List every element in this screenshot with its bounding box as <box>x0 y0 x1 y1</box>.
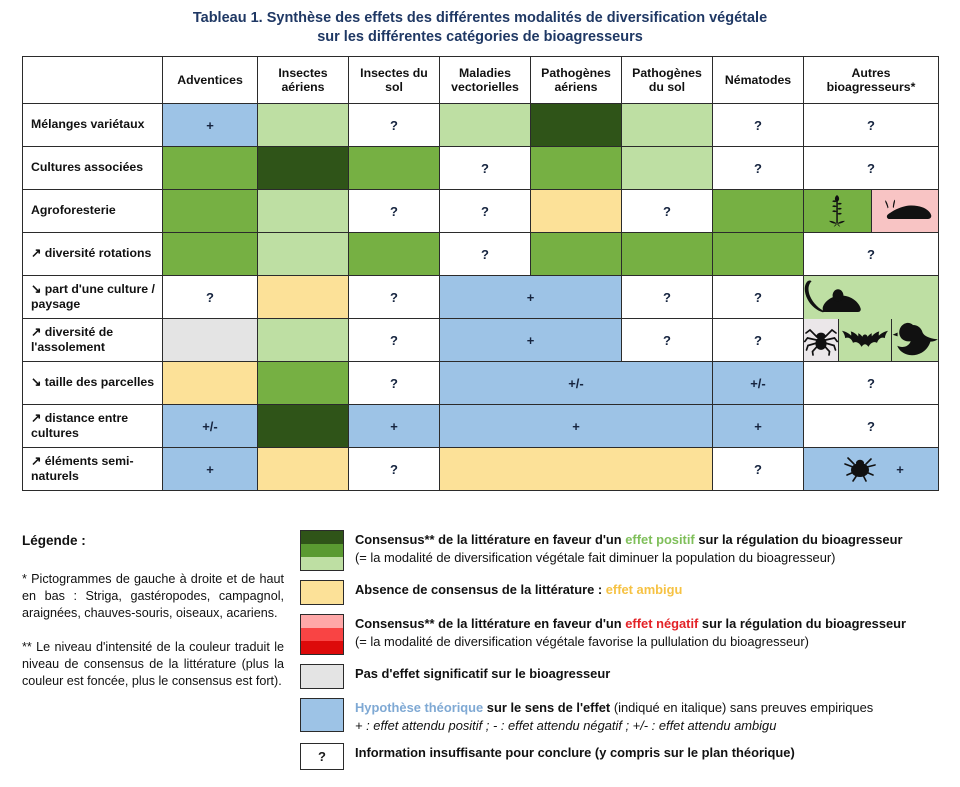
legend-swatch-5 <box>300 698 344 732</box>
data-cell-r1-c3 <box>349 104 440 147</box>
cell-value: + <box>754 418 762 434</box>
data-cell-r7-c5 <box>713 362 804 405</box>
cell-value: ? <box>390 461 398 477</box>
cell-value: +/- <box>202 418 218 434</box>
row-label-9: ↗ éléments semi-naturels <box>23 448 163 491</box>
data-cell-r5-c6 <box>713 276 804 319</box>
legend-text-1 <box>355 530 902 566</box>
synthesis-table <box>22 56 939 491</box>
legend-line-2: + : effet attendu positif ; - : effet attendu négatif ; +/- : effet attendu ambigu <box>355 717 777 733</box>
data-cell-r2-c7 <box>713 147 804 190</box>
data-cell-r8-c6 <box>804 405 939 448</box>
cell-value: + <box>526 289 535 305</box>
col-header-nematodes: Nématodes <box>713 57 804 104</box>
legend-line-1: Pas d'effet significatif sur le bioagresseur <box>355 666 611 681</box>
legend-text-2 <box>355 580 682 599</box>
row-label-3: Agroforesterie <box>23 190 163 233</box>
data-cell-r2-c3 <box>349 147 440 190</box>
mite-icon <box>838 455 882 483</box>
cell-value: + <box>526 332 535 348</box>
col-header-insectes-aeriens: Insectes aériens <box>258 57 349 104</box>
swatch-band <box>301 531 343 544</box>
cell-value: ? <box>754 332 762 348</box>
legend-entries <box>300 530 950 779</box>
cell-value: ? <box>390 117 398 133</box>
data-cell-r3-c1 <box>163 190 258 233</box>
cell-value: ? <box>390 332 398 348</box>
legend-note-pictograms: * Pictogrammes de gauche à droite et de haut en bas : Striga, gastéropodes, campagnol, araignées, chauves-souris, oiseaux, acariens. <box>22 572 284 620</box>
data-cell-r4-c1 <box>163 233 258 276</box>
cell-value: + <box>390 418 398 434</box>
data-cell-r6-c5 <box>622 319 713 362</box>
data-cell-r3-c8 <box>804 190 939 233</box>
swatch-band <box>301 615 343 628</box>
row-label-7: ↘ taille des parcelles <box>23 362 163 405</box>
col-header-maladies-vectorielles: Maladies vectorielles <box>440 57 531 104</box>
data-cell-r9-c1 <box>163 448 258 491</box>
legend-text-4 <box>355 664 610 683</box>
table-row <box>23 362 939 405</box>
data-cell-r9-c2 <box>258 448 349 491</box>
data-cell-r5-c2 <box>258 276 349 319</box>
data-cell-r6-c1 <box>163 319 258 362</box>
cell-value: + <box>896 461 904 477</box>
cell-value: ? <box>663 203 671 219</box>
legend-entry-5 <box>300 698 950 734</box>
data-cell-r4-c2 <box>258 233 349 276</box>
data-cell-r5-c5 <box>622 276 713 319</box>
data-cell-r1-c7 <box>713 104 804 147</box>
data-cell-r1-c4 <box>440 104 531 147</box>
legend-line-1: Information insuffisante pour conclure (y compris sur le plan théorique) <box>355 745 795 760</box>
cell-value: + <box>206 461 214 477</box>
mouse-icon-cell <box>804 276 939 319</box>
col-header-autres-bioagresseurs: Autres bioagresseurs* <box>804 57 939 104</box>
cell-value: ? <box>754 461 762 477</box>
table-row <box>23 147 939 190</box>
legend-entry-6 <box>300 743 950 770</box>
legend-swatch-2 <box>300 580 344 605</box>
data-cell-r4-c5 <box>531 233 622 276</box>
table-corner-cell <box>23 57 163 104</box>
striga-icon <box>804 190 871 232</box>
table-row <box>23 405 939 448</box>
cell-value: + <box>572 418 580 434</box>
data-cell-r4-c4 <box>440 233 531 276</box>
data-cell-r7-c2 <box>258 362 349 405</box>
row-label-4: ↗ diversité rotations <box>23 233 163 276</box>
legend-entry-3 <box>300 614 950 655</box>
data-cell-r6-c3 <box>349 319 440 362</box>
data-cell-r5-c3 <box>349 276 440 319</box>
legend-notes <box>22 532 284 707</box>
table-body <box>23 104 939 491</box>
data-cell-r8-c5 <box>713 405 804 448</box>
table-row <box>23 190 939 233</box>
data-cell-r3-c6 <box>622 190 713 233</box>
data-cell-r8-c1 <box>163 405 258 448</box>
swatch-band <box>301 544 343 557</box>
legend-swatch-4 <box>300 664 344 689</box>
mouse-icon <box>804 279 938 315</box>
data-cell-r2-c4 <box>440 147 531 190</box>
data-cell-r8-c3 <box>349 405 440 448</box>
legend-line-1: Consensus** de la littérature en faveur d'un effet négatif sur la régulation du bioagresseur <box>355 616 907 631</box>
data-cell-r3-c7 <box>713 190 804 233</box>
data-cell-r7-c1 <box>163 362 258 405</box>
data-cell-r3-c2 <box>258 190 349 233</box>
legend-heading: Légende : <box>22 533 86 548</box>
swatch-band <box>301 628 343 641</box>
legend-entry-1 <box>300 530 950 571</box>
cell-value: + <box>206 117 214 133</box>
row-label-8: ↗ distance entre cultures <box>23 405 163 448</box>
data-cell-r1-c2 <box>258 104 349 147</box>
swatch-band <box>301 641 343 654</box>
legend-entry-2 <box>300 580 950 605</box>
data-cell-r3-c4 <box>440 190 531 233</box>
row-label-2: Cultures associées <box>23 147 163 190</box>
legend-entry-4 <box>300 664 950 689</box>
legend-line-1: Hypothèse théorique sur le sens de l'effet (indiqué en italique) sans preuves empiriques <box>355 700 874 715</box>
slug-icon <box>871 190 939 232</box>
title-line-2: sur les différentes catégories de bioagresseurs <box>317 29 643 45</box>
data-cell-r2-c6 <box>622 147 713 190</box>
data-cell-r4-c8 <box>804 233 939 276</box>
cell-value: ? <box>754 160 762 176</box>
data-cell-r8-c2 <box>258 405 349 448</box>
data-cell-r9-c5 <box>713 448 804 491</box>
cell-value: ? <box>206 289 214 305</box>
col-header-pathogenes-aeriens: Pathogènes aériens <box>531 57 622 104</box>
data-cell-r7-c4 <box>440 362 713 405</box>
cell-value: ? <box>754 117 762 133</box>
legend-line-2: (= la modalité de diversification végétale favorise la pullulation du bioagresseur) <box>355 633 809 649</box>
table-head <box>23 57 939 104</box>
data-cell-r1-c1 <box>163 104 258 147</box>
cell-value: ? <box>867 160 875 176</box>
spider-icon <box>804 319 838 362</box>
data-cell-r1-c5 <box>531 104 622 147</box>
data-cell-r9-c3 <box>349 448 440 491</box>
cell-value: ? <box>867 246 875 262</box>
cell-value: ? <box>663 289 671 305</box>
data-cell-r2-c2 <box>258 147 349 190</box>
table-row <box>23 319 939 362</box>
data-cell-r1-c8 <box>804 104 939 147</box>
legend-swatch-question: ? <box>300 743 344 770</box>
data-cell-r4-c6 <box>622 233 713 276</box>
row-label-5: ↘ part d'une culture / paysage <box>23 276 163 319</box>
row-label-1: Mélanges variétaux <box>23 104 163 147</box>
data-cell-r6-c6 <box>713 319 804 362</box>
cell-value: ? <box>481 203 489 219</box>
legend-line-1: Consensus** de la littérature en faveur d'un effet positif sur la régulation du bioagresseur <box>355 532 903 547</box>
table-row <box>23 448 939 491</box>
bat-icon <box>838 319 891 362</box>
title-line-1: Tableau 1. Synthèse des effets des différentes modalités de diversification végétale <box>192 10 768 26</box>
cell-value: ? <box>867 117 875 133</box>
legend-text-3 <box>355 614 906 650</box>
data-cell-r7-c6 <box>804 362 939 405</box>
data-cell-r9-c4 <box>440 448 713 491</box>
cell-value: ? <box>663 332 671 348</box>
cell-value: ? <box>481 246 489 262</box>
cell-value: ? <box>390 289 398 305</box>
data-cell-r2-c1 <box>163 147 258 190</box>
cell-value: ? <box>390 375 398 391</box>
data-cell-r1-c6 <box>622 104 713 147</box>
data-cell-r2-c8 <box>804 147 939 190</box>
data-cell-r4-c3 <box>349 233 440 276</box>
col-header-insectes-du-sol: Insectes du sol <box>349 57 440 104</box>
data-cell-r8-c4 <box>440 405 713 448</box>
cell-value: ? <box>481 160 489 176</box>
table-row <box>23 276 939 319</box>
table-row <box>23 233 939 276</box>
cell-value: +/- <box>750 375 766 391</box>
row-label-6: ↗ diversité de l'assolement <box>23 319 163 362</box>
table-row <box>23 104 939 147</box>
data-cell-r6-c4 <box>440 319 622 362</box>
data-cell-r6-c7 <box>804 319 939 362</box>
legend-swatch-3 <box>300 614 344 655</box>
data-cell-r9-c6 <box>804 448 939 491</box>
bird-icon <box>891 319 938 362</box>
cell-value: ? <box>867 375 875 391</box>
swatch-band <box>301 557 343 570</box>
data-cell-r2-c5 <box>531 147 622 190</box>
legend-note-intensity: ** Le niveau d'intensité de la couleur traduit le niveau de consensus de la littérature (plus la couleur est foncée, plus le consensus est fort). <box>22 640 284 688</box>
data-cell-r6-c2 <box>258 319 349 362</box>
legend-line-2: (= la modalité de diversification végétale fait diminuer la population du bioagresseur) <box>355 549 836 565</box>
data-cell-r5-c1 <box>163 276 258 319</box>
legend-text-5 <box>355 698 873 734</box>
data-cell-r7-c3 <box>349 362 440 405</box>
col-header-adventices: Adventices <box>163 57 258 104</box>
data-cell-r4-c7 <box>713 233 804 276</box>
data-cell-r3-c5 <box>531 190 622 233</box>
synthesis-table-wrapper <box>22 56 938 491</box>
data-cell-r3-c3 <box>349 190 440 233</box>
cell-value: ? <box>867 418 875 434</box>
legend-text-6 <box>355 743 795 762</box>
table-header-row <box>23 57 939 104</box>
cell-value: ? <box>754 289 762 305</box>
data-cell-r5-c4 <box>440 276 622 319</box>
legend-swatch-1 <box>300 530 344 571</box>
legend-line-1: Absence de consensus de la littérature : effet ambigu <box>355 582 683 597</box>
cell-value: +/- <box>568 375 584 391</box>
page-title <box>0 0 960 47</box>
col-header-pathogenes-du-sol: Pathogènes du sol <box>622 57 713 104</box>
cell-value: ? <box>390 203 398 219</box>
